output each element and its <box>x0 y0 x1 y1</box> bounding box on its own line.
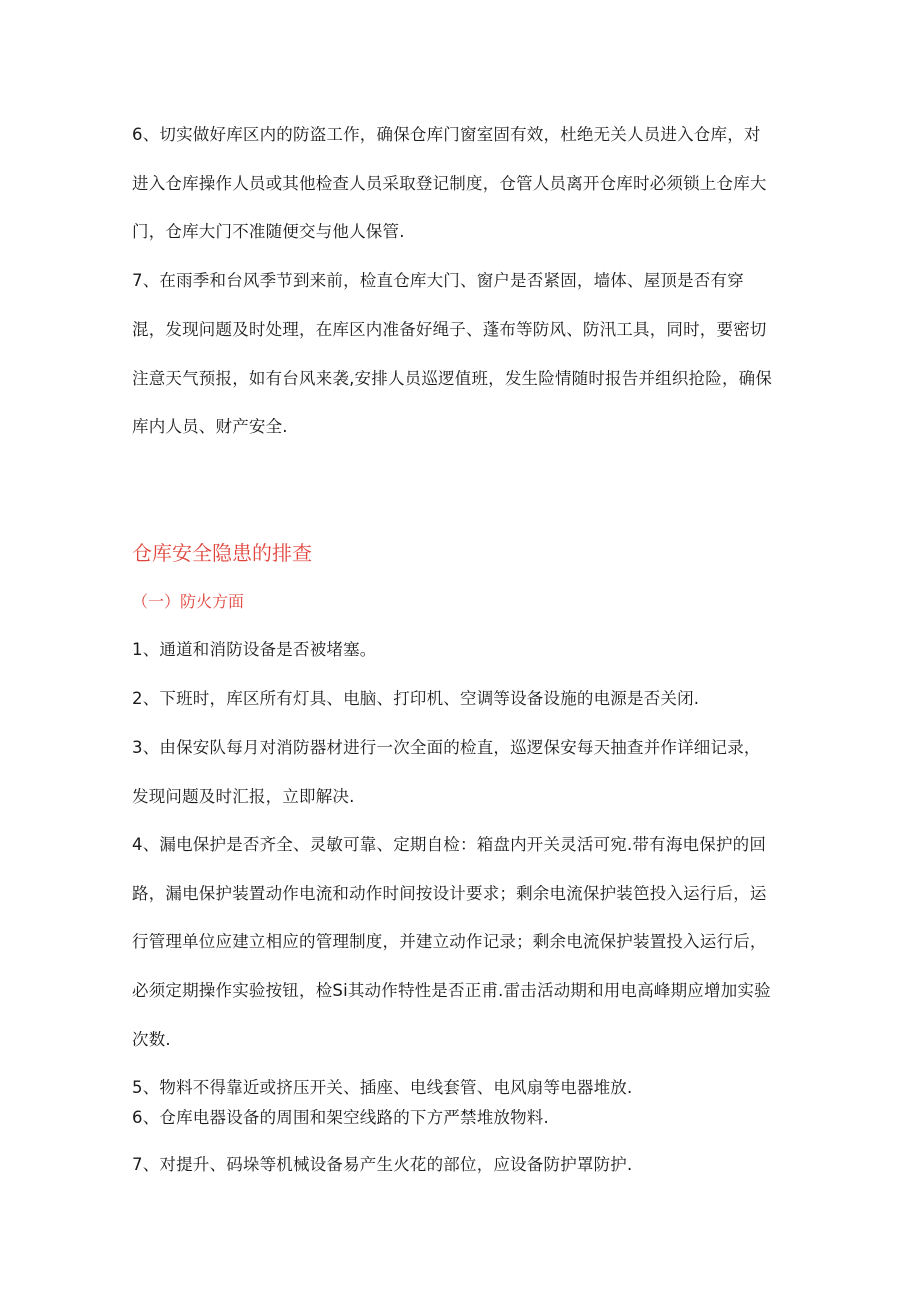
paragraph-item7-line2: 混，发现问题及时处理，在库区内准备好绳子、蓬布等防风、防汛工具，同时，要密切 <box>132 320 767 339</box>
paragraph-item7-line4: 库内人员、财产安全. <box>132 417 288 436</box>
fire-item6: 6、仓库电器设备的周围和架空线路的下方严禁堆放物料. <box>132 1108 549 1127</box>
paragraph-item6-line3: 门，仓库大门不准随便交与他人保管. <box>132 222 405 241</box>
fire-item4-line5: 次数. <box>132 1030 171 1049</box>
fire-item4-line2: 路，漏电保护装置动作电流和动作时间按设计要求；剩余电流保护装笆投入运行后，运 <box>132 884 767 903</box>
fire-item2: 2、下班时，库区所有灯具、电脑、打印机、空调等设备设施的电源是否关闭. <box>132 689 700 708</box>
paragraph-item6-line2: 进入仓库操作人员或其他检查人员采取登记制度，仓管人员离开仓库时必须锁上仓库大 <box>132 174 767 193</box>
fire-item7: 7、对提升、码垛等机械设备易产生火花的部位，应设备防护罩防护. <box>132 1155 633 1174</box>
fire-item4-line3: 行管理单位应建立相应的管理制度，并建立动作记录；剩余电流保护装置投入运行后， <box>132 932 767 951</box>
section-title: 仓库安全隐患的排查 <box>132 541 312 565</box>
fire-item3-line2: 发现问题及时汇报，立即解决. <box>132 787 355 806</box>
paragraph-item7-line3: 注意天气预报，如有台风来袭,安排人员巡逻值班，发生险情随时报告并组织抢险，确保 <box>132 369 773 388</box>
fire-item3-line1: 3、由保安队每月对消防器材进行一次全面的检直，巡逻保安每天抽查并作详细记录， <box>132 738 761 757</box>
fire-item1: 1、通道和消防设备是否被堵塞。 <box>132 640 377 659</box>
fire-item4-line4: 必须定期操作实验按钮，检Si其动作特性是否正甫.雷击活动期和用电高峰期应增加实验 <box>132 981 771 1000</box>
paragraph-item6-line1: 6、切实做好库区内的防盗工作，确保仓库门窗室固有效，杜绝无关人员进入仓库，对 <box>132 125 761 144</box>
paragraph-item7-line1: 7、在雨季和台风季节到来前，检直仓库大门、窗户是否紧固，墙体、屋顶是否有穿 <box>132 271 744 290</box>
section-subtitle: （一）防火方面 <box>132 592 245 611</box>
fire-item5: 5、物料不得靠近或挤压开关、插座、电线套管、电风扇等电器堆放. <box>132 1078 633 1097</box>
fire-item4-line1: 4、漏电保护是否齐全、灵敏可靠、定期自检：箱盘内开关灵活可宛.带有海电保护的回 <box>132 835 767 854</box>
